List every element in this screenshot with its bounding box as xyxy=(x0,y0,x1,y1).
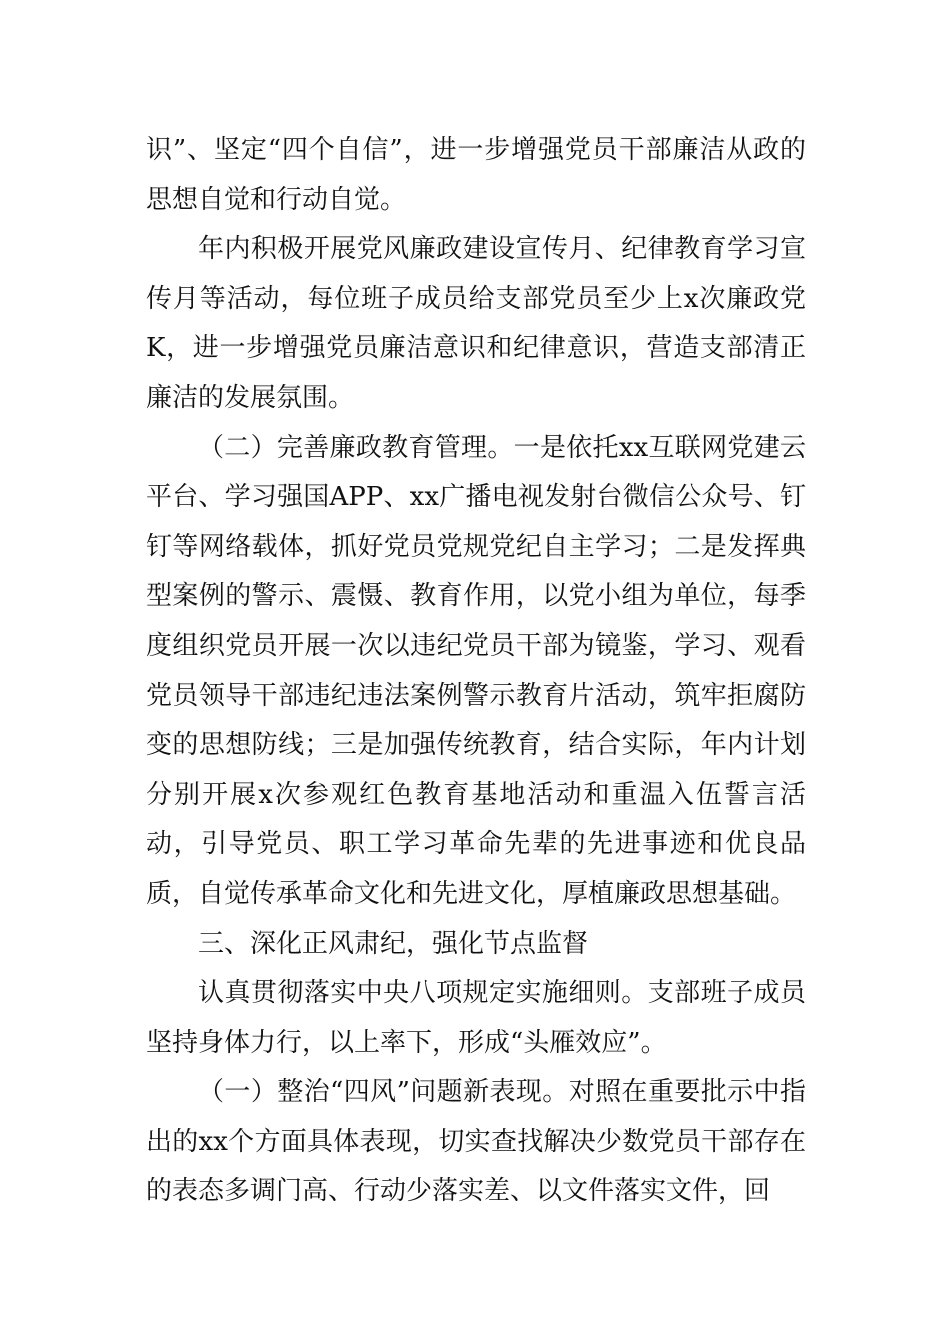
paragraph-eight-rules: 认真贯彻落实中央八项规定实施细则。支部班子成员坚持身体力行，以上率下，形成“头雁效应”。 xyxy=(146,978,806,1058)
document-body xyxy=(146,126,806,1217)
paragraph-education-management: （二）完善廉政教育管理。一是依托xx互联网党建云平台、学习强国APP、xx广播电视发射台微信公众号、钉钉等网络载体，抓好党员党规党纪自主学习；二是发挥典型案例的警示、震慑、教育作用，以党小组为单位，每季度组织党员开展一次以违纪党员干部为镜鉴，学习、观看党员领导干部违纪违法案例警示教育片活动，筑牢拒腐防变的思想防线；三是加强传统教育，结合实际，年内计划分别开展x次参观红色教育基地活动和重温入伍誓言活动，引导党员、职工学习革命先辈的先进事迹和优良品质，自觉传承革命文化和先进文化，厚植廉政思想基础。 xyxy=(146,432,806,909)
paragraph-publicity-month: 年内积极开展党风廉政建设宣传月、纪律教育学习宣传月等活动，每位班子成员给支部党员至少上x次廉政党K，进一步增强党员廉洁意识和纪律意识，营造支部清正廉洁的发展氛围。 xyxy=(146,234,806,413)
paragraph-four-winds: （一）整治“四风”问题新表现。对照在重要批示中指出的xx个方面具体表现，切实查找解决少数党员干部存在的表态多调门高、行动少落实差、以文件落实文件，回 xyxy=(146,1077,806,1207)
paragraph-continuation: 识”、坚定“四个自信”，进一步增强党员干部廉洁从政的思想自觉和行动自觉。 xyxy=(146,135,806,215)
section-heading-3: 三、深化正风肃纪，强化节点监督 xyxy=(198,928,589,959)
